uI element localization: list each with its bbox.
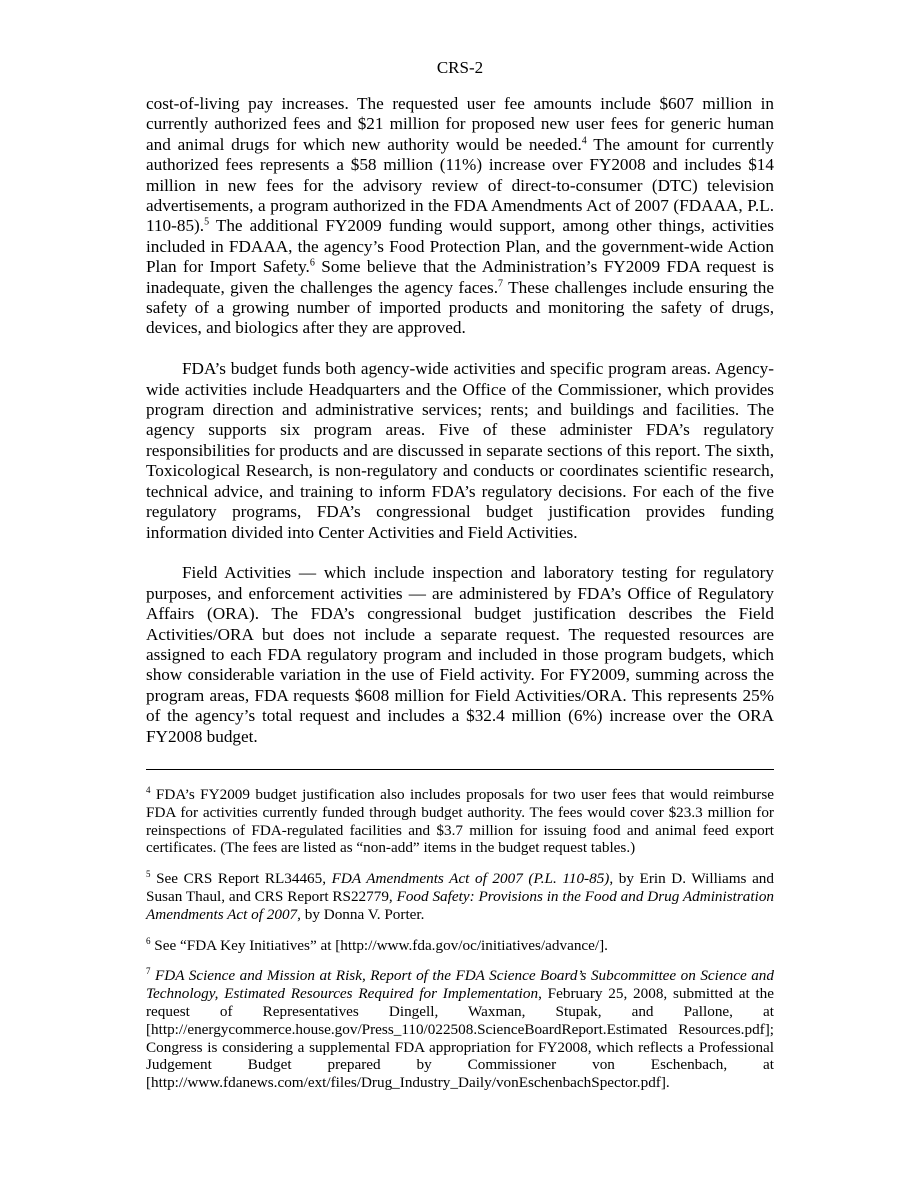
footnote-text: , February 25, 2008, submitted at the request of Representatives Dingell, Waxman, Stupak, and Pallone, at [http://energycommerce.house.gov/Press_110/022508.ScienceBoardReport.Estimated Resources.pdf]; Congress is considering a supplemental FDA appropriation for FY2008, which reflects a Professional Judgement Budget prepared by Commissioner von Eschenbach, at [http://www.fdanews.com/ext/files/Drug_Industry_Daily/vonEschenbachSpector.pdf]. bbox=[146, 985, 774, 1092]
footnote-4 bbox=[146, 786, 774, 857]
report-title: Food Safety: Provisions in the Food and Drug Administration Amendments Act of 2007 bbox=[146, 887, 775, 923]
footnote-ref-5[interactable]: 5 bbox=[204, 216, 210, 228]
footnote-5 bbox=[146, 870, 774, 923]
footnotes bbox=[146, 786, 774, 1092]
footnote-text: See “FDA Key Initiatives” at [http://www.fda.gov/oc/initiatives/advance/]. bbox=[150, 936, 608, 954]
footnote-6 bbox=[146, 937, 774, 955]
footnote-number: 6 bbox=[146, 935, 151, 946]
page-header: CRS-2 bbox=[436, 58, 484, 77]
paragraph-1-text-a: cost-of-living pay increases. The requested user fee amounts include $607 million in currently authorized fees and $21 million for proposed new user fees for generic human and animal drugs for which new authority would be needed. bbox=[146, 94, 774, 154]
footnote-text: See CRS Report RL34465, bbox=[150, 870, 332, 888]
footnote-ref-6[interactable]: 6 bbox=[309, 257, 315, 269]
report-title: FDA Science and Mission at Risk, Report of the FDA Science Board’s Subcommittee on Science and Technology, Estimated Resources Required for Implementation bbox=[146, 967, 774, 1003]
footnote-ref-4[interactable]: 4 bbox=[581, 135, 587, 147]
footnote-number: 7 bbox=[146, 966, 151, 977]
paragraph-1-text-e: These challenges include ensuring the safety of a growing number of imported products and monitoring the safety of drugs, devices, and biologics after they are approved. bbox=[146, 277, 774, 338]
footnote-number: 5 bbox=[146, 869, 151, 880]
footnote-number: 4 bbox=[146, 784, 151, 795]
paragraph-3: Field Activities — which include inspection and laboratory testing for regulatory purposes, and enforcement activities — are administered by FDA’s Office of Regulatory Affairs (ORA). The FDA’s congressional budget justification describes the Field Activities/ORA but does not include a separate request. The requested resources are assigned to each FDA regulatory program and included in those program budgets, which show considerable variation in the use of Field activity. For FY2009, summing across the program areas, FDA requests $608 million for Field Activities/ORA. This represents 25% of the agency’s total request and includes a $32.4 million (6%) increase over the ORA FY2008 budget. bbox=[146, 563, 774, 746]
paragraph-2: FDA’s budget funds both agency-wide activities and specific program areas. Agency-wide activities include Headquarters and the Office of the Commissioner, which provides program direction and administrative services; rents; and buildings and facilities. The agency supports six program areas. Five of these administer FDA’s regulatory responsibilities for products and are discussed in separate sections of this report. The sixth, Toxicological Research, is non-regulatory and conducts or coordinates scientific research, technical advice, and training to inform FDA’s regulatory decisions. For each of the five regulatory programs, FDA’s congressional budget justification provides funding information divided into Center Activities and Field Activities. bbox=[146, 359, 774, 542]
document-page bbox=[146, 0, 774, 1105]
footnote-ref-7[interactable]: 7 bbox=[498, 277, 504, 289]
body-text bbox=[146, 94, 774, 747]
paragraph-1 bbox=[146, 94, 774, 339]
paragraph-1-text-c: The additional FY2009 funding would support, among other things, activities included in FDAAA, the agency’s Food Protection Plan, and the government-wide Action Plan for Import Safety. bbox=[146, 216, 774, 277]
footnote-7 bbox=[146, 967, 774, 1092]
report-title: FDA Amendments Act of 2007 (P.L. 110-85) bbox=[331, 870, 610, 888]
footnote-divider bbox=[146, 769, 774, 770]
footnote-text: , by Erin D. Williams and Susan Thaul, and CRS Report RS22779, bbox=[146, 870, 774, 905]
paragraph-1-text-b: The amount for currently authorized fees represents a $58 million (11%) increase over FY2008 and includes $14 million in new fees for the advisory review of direct-to-consumer (DTC) television advertisements, a program authorized in the FDA Amendments Act of 2007 (FDAAA, P.L. 110-85). bbox=[146, 134, 775, 236]
paragraph-1-text-d: Some believe that the Administration’s FY2009 FDA request is inadequate, given the challenges the agency faces. bbox=[146, 257, 774, 297]
footnote-text: FDA’s FY2009 budget justification also includes proposals for two user fees that would reimburse FDA for activities currently funded through budget authority. The fees would cover $23.3 million for reinspections of FDA-regulated facilities and $3.7 million for issuing food and animal feed export certificates. (The fees are listed as “non-add” items in the budget request tables.) bbox=[146, 785, 774, 857]
footnote-text: , by Donna V. Porter. bbox=[297, 905, 425, 923]
